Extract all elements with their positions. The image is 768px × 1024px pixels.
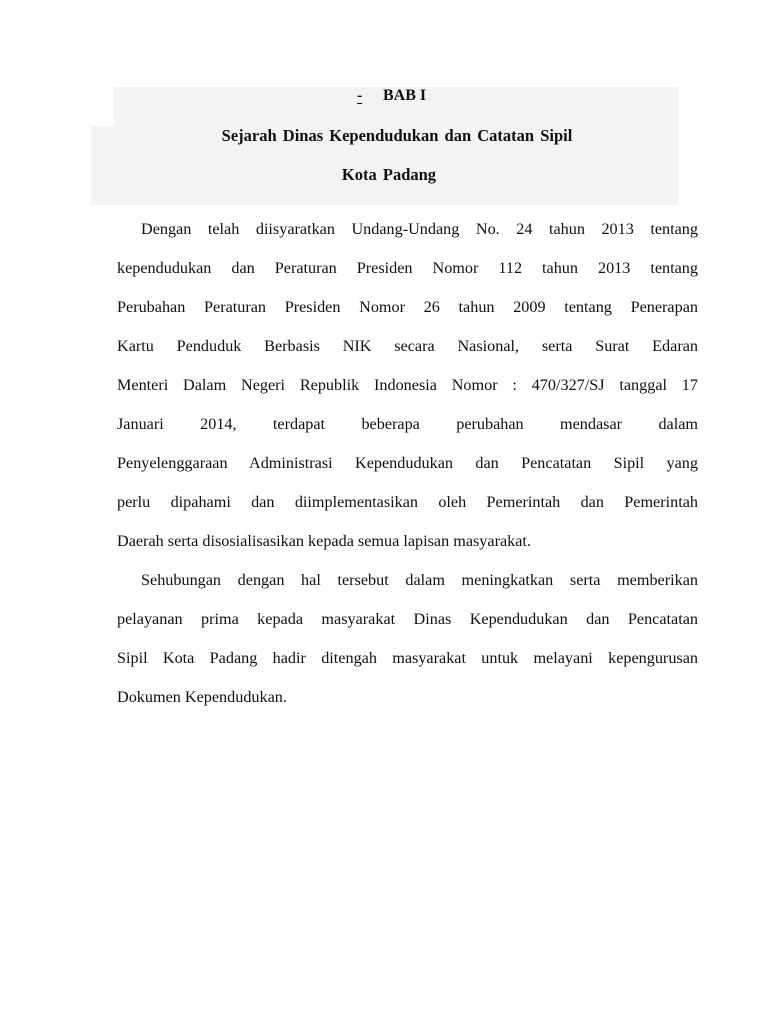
text-line: Sehubungan dengan hal tersebut dalam meningkatkan serta memberikan: [141, 571, 698, 589]
text-line: Penyelenggaraan Administrasi Kependudukan dan Pencatatan Sipil yang: [117, 454, 698, 472]
text-line: Januari 2014, terdapat beberapa perubahan mendasar dalam: [117, 415, 698, 433]
document-title-line-2: Kota Padang: [341, 165, 437, 184]
text-line: Sipil Kota Padang hadir ditengah masyarakat untuk melayani kepengurusan: [117, 649, 698, 667]
chapter-heading: [0, 86, 768, 110]
text-line: Kartu Penduduk Berbasis NIK secara Nasional, serta Surat Edaran: [117, 337, 698, 355]
text-line: Daerah serta disosialisasikan kepada semua lapisan masyarakat.: [117, 532, 531, 550]
paragraph-1: [93, 210, 698, 561]
paragraph-2: [93, 561, 698, 717]
text-line: kependudukan dan Peraturan Presiden Nomor 112 tahun 2013 tentang: [117, 259, 698, 277]
chapter-title: BAB I: [383, 87, 427, 104]
text-line: Perubahan Peraturan Presiden Nomor 26 tahun 2009 tentang Penerapan: [117, 298, 698, 316]
text-line: pelayanan prima kepada masyarakat Dinas Kependudukan dan Pencatatan: [117, 610, 698, 628]
chapter-marker: -: [357, 87, 363, 104]
text-line: Dokumen Kependudukan.: [117, 688, 287, 706]
body-text: [93, 210, 698, 717]
text-line: Dengan telah diisyaratkan Undang-Undang No. 24 tahun 2013 tentang: [141, 220, 698, 238]
text-line: perlu dipahami dan diimplementasikan oleh Pemerintah dan Pemerintah: [117, 493, 698, 511]
document-title-line-1: Sejarah Dinas Kependudukan dan Catatan Sipil: [221, 126, 573, 145]
text-line: Menteri Dalam Negeri Republik Indonesia Nomor : 470/327/SJ tanggal 17: [117, 376, 698, 394]
